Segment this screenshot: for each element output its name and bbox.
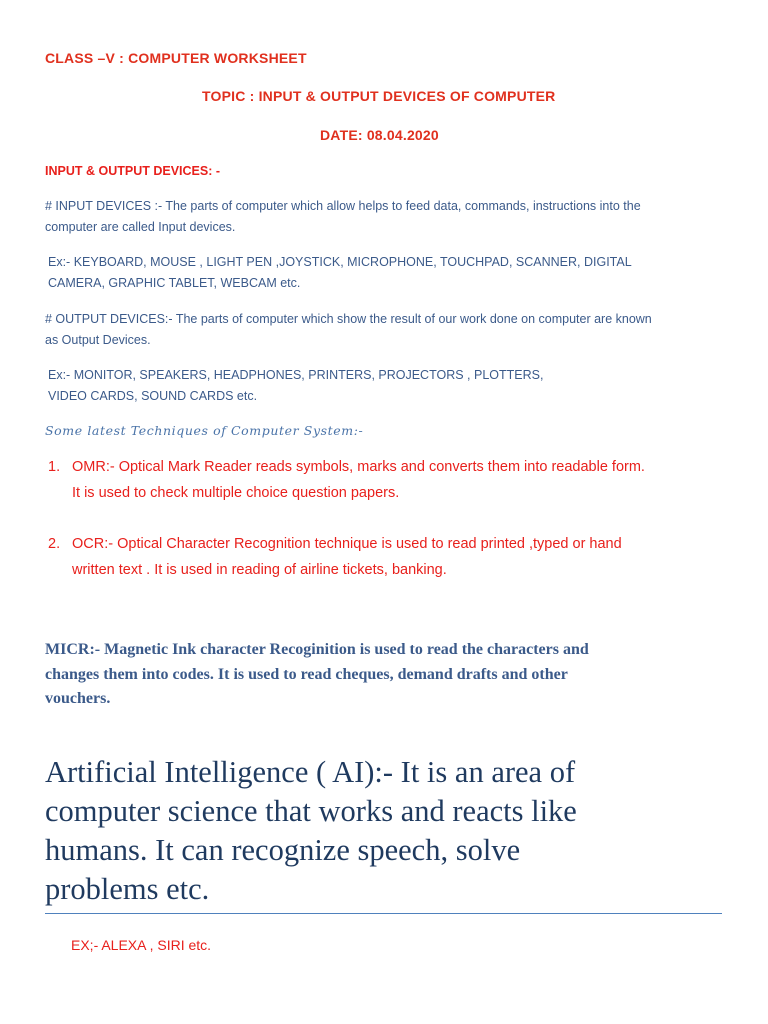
micr-line-2: changes them into codes. It is used to read cheques, demand drafts and other	[45, 665, 568, 683]
class-line: CLASS –V : COMPUTER WORKSHEET	[45, 50, 307, 66]
input-devices-line-1: # INPUT DEVICES :- The parts of computer which allow helps to feed data, commands, instructions into the	[45, 199, 641, 213]
input-devices-line-2: computer are called Input devices.	[45, 220, 236, 234]
ocr-line-2: written text . It is used in reading of airline tickets, banking.	[72, 562, 447, 578]
omr-line-2: It is used to check multiple choice question papers.	[72, 485, 400, 501]
technique-item-omr	[48, 454, 645, 506]
divider-rule	[45, 913, 722, 914]
ai-line-2: computer science that works and reacts like	[45, 794, 577, 828]
techniques-heading: Some latest Techniques of Computer System:-	[45, 423, 364, 438]
ocr-line-1: OCR:- Optical Character Recognition technique is used to read printed ,typed or hand	[72, 536, 622, 552]
output-examples-line-1: Ex:- MONITOR, SPEAKERS, HEADPHONES, PRINTERS, PROJECTORS , PLOTTERS,	[48, 368, 544, 382]
micr-line-3: vouchers.	[45, 690, 111, 707]
list-number: 2.	[48, 536, 61, 552]
input-examples-line-1: Ex:- KEYBOARD, MOUSE , LIGHT PEN ,JOYSTICK, MICROPHONE, TOUCHPAD, SCANNER, DIGITAL	[48, 255, 632, 269]
ai-line-3: humans. It can recognize speech, solve	[45, 833, 521, 867]
output-devices-line-1: # OUTPUT DEVICES:- The parts of computer which show the result of our work done on computer are known	[45, 312, 652, 326]
output-devices-definition	[45, 309, 652, 351]
ai-examples: EX;- ALEXA , SIRI etc.	[71, 937, 212, 953]
output-examples-line-2: VIDEO CARDS, SOUND CARDS etc.	[48, 389, 258, 403]
micr-paragraph	[45, 638, 589, 712]
list-number: 1.	[48, 459, 61, 475]
output-devices-examples	[48, 365, 543, 407]
input-devices-definition	[45, 196, 641, 238]
omr-line-1: OMR:- Optical Mark Reader reads symbols, marks and converts them into readable form.	[72, 459, 645, 475]
ai-line-4: problems etc.	[45, 872, 210, 906]
input-devices-examples	[48, 252, 632, 294]
ai-paragraph	[45, 753, 577, 909]
topic-line: TOPIC : INPUT & OUTPUT DEVICES OF COMPUTER	[202, 88, 556, 104]
output-devices-line-2: as Output Devices.	[45, 333, 151, 347]
ai-line-1: Artificial Intelligence ( AI):- It is an area of	[45, 755, 576, 789]
date-line: DATE: 08.04.2020	[320, 127, 439, 143]
input-examples-line-2: CAMERA, GRAPHIC TABLET, WEBCAM etc.	[48, 276, 301, 290]
technique-item-ocr	[48, 531, 622, 583]
micr-line-1: MICR:- Magnetic Ink character Recoginition is used to read the characters and	[45, 641, 589, 658]
io-heading: INPUT & OUTPUT DEVICES: -	[45, 164, 221, 178]
